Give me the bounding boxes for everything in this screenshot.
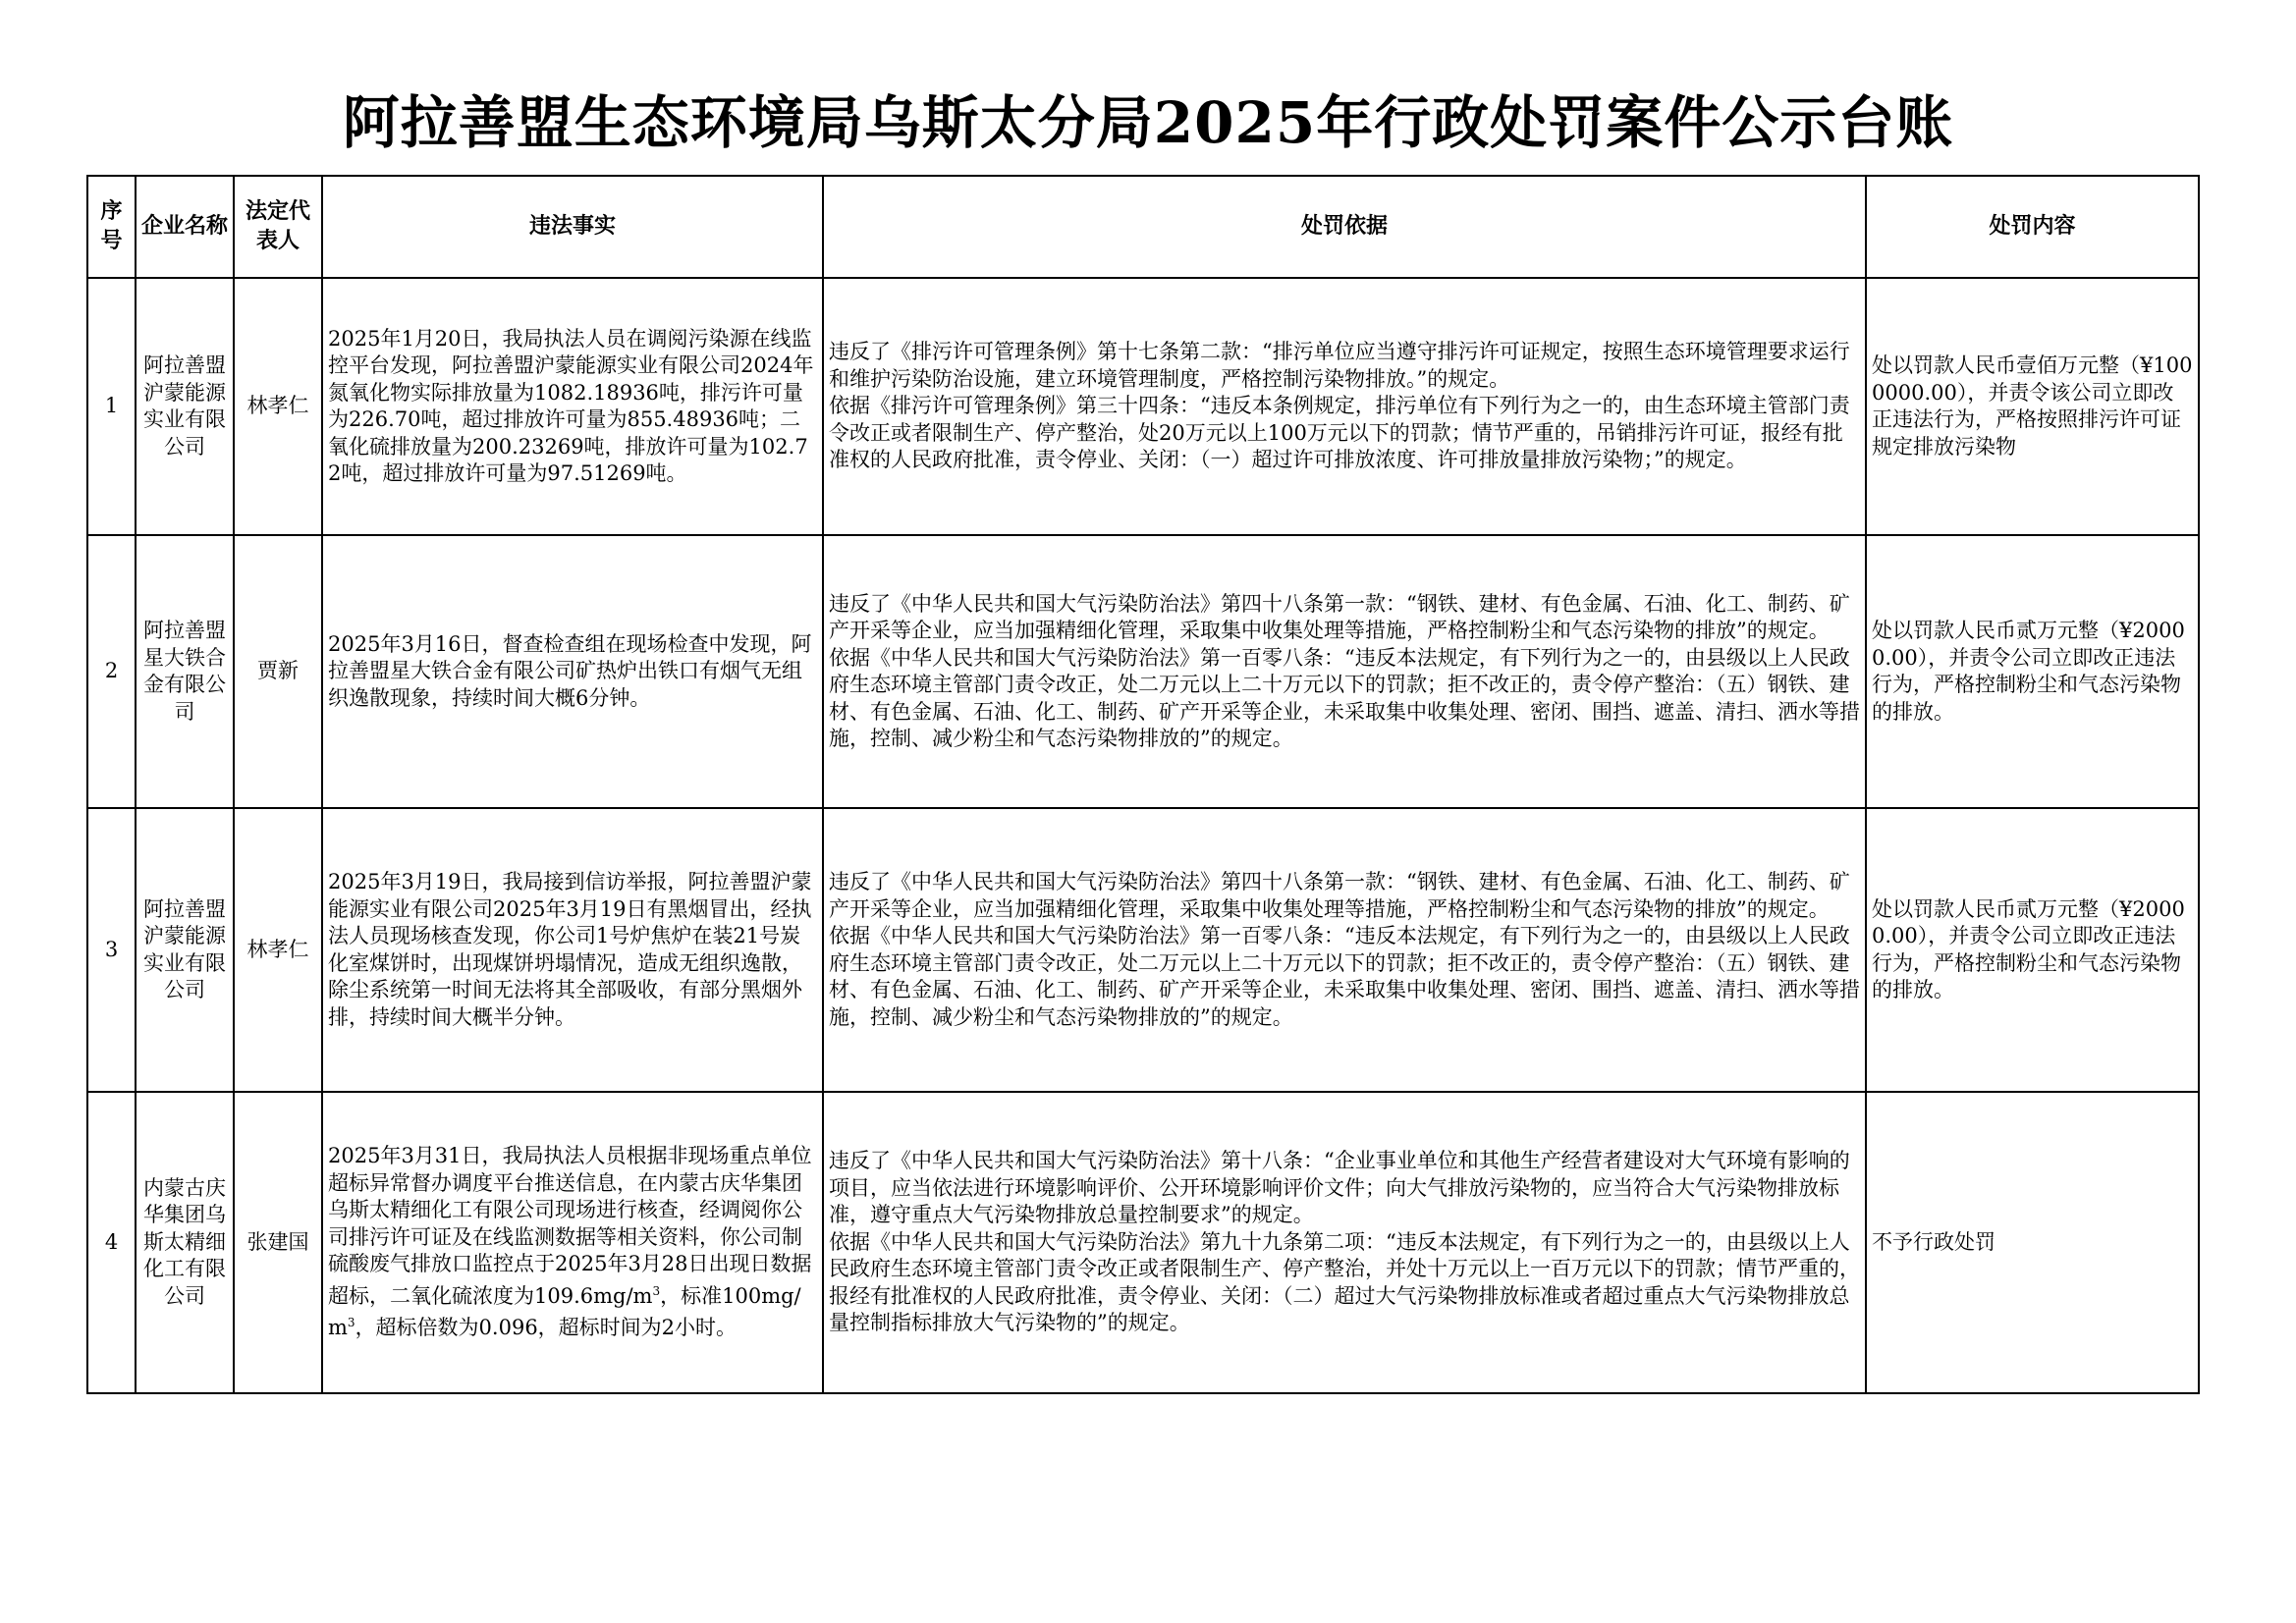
- cell-legal-rep: 贾新: [234, 535, 322, 808]
- fact-superscript: 3: [652, 1283, 661, 1298]
- cell-seq: 3: [87, 808, 136, 1092]
- cell-violation-fact: [322, 1092, 823, 1393]
- cell-seq: 2: [87, 535, 136, 808]
- table-row: [87, 1092, 2199, 1393]
- cell-legal-rep: 张建国: [234, 1092, 322, 1393]
- header-legal-rep: 法定代表人: [234, 176, 322, 278]
- penalty-ledger-table: [86, 175, 2200, 1394]
- header-company: 企业名称: [136, 176, 234, 278]
- cell-violation-fact: 2025年1月20日，我局执法人员在调阅污染源在线监控平台发现，阿拉善盟沪蒙能源实业有限公司2024年氮氧化物实际排放量为1082.18936吨，排污许可量为226.70吨，超过排放许可量为855.48936吨；二氧化硫排放量为200.23269吨，排放许可量为102.72吨，超过排放许可量为97.51269吨。: [322, 278, 823, 535]
- cell-penalty-basis: 违反了《中华人民共和国大气污染防治法》第四十八条第一款：“钢铁、建材、有色金属、石油、化工、制药、矿产开采等企业，应当加强精细化管理，采取集中收集处理等措施，严格控制粉尘和气态污染物的排放”的规定。 依据《中华人民共和国大气污染防治法》第一百零八条：“违反本法规定，有下列行为之一的，由县级以上人民政府生态环境主管部门责令改正，处二万元以上二十万元以下的罚款；拒不改正的，责令停产整治：（五）钢铁、建材、有色金属、石油、化工、制药、矿产开采等企业，未采取集中收集处理、密闭、围挡、遮盖、清扫、洒水等措施，控制、减少粉尘和气态污染物排放的”的规定。: [823, 808, 1866, 1092]
- table-row: [87, 535, 2199, 808]
- cell-penalty-content: 处以罚款人民币贰万元整（¥20000.00），并责令公司立即改正违法行为，严格控制粉尘和气态污染物的排放。: [1866, 535, 2199, 808]
- cell-penalty-content: 不予行政处罚: [1866, 1092, 2199, 1393]
- cell-company: 阿拉善盟星大铁合金有限公司: [136, 535, 234, 808]
- cell-company: 内蒙古庆华集团乌斯太精细化工有限公司: [136, 1092, 234, 1393]
- cell-legal-rep: 林孝仁: [234, 808, 322, 1092]
- table-row: [87, 808, 2199, 1092]
- cell-violation-fact: 2025年3月19日，我局接到信访举报，阿拉善盟沪蒙能源实业有限公司2025年3月19日有黑烟冒出，经执法人员现场核查发现，你公司1号炉焦炉在装21号炭化室煤饼时，出现煤饼坍塌情况，造成无组织逸散，除尘系统第一时间无法将其全部吸收，有部分黑烟外排，持续时间大概半分钟。: [322, 808, 823, 1092]
- cell-penalty-basis: 违反了《排污许可管理条例》第十七条第二款：“排污单位应当遵守排污许可证规定，按照生态环境管理要求运行和维护污染防治设施，建立环境管理制度，严格控制污染物排放。”的规定。 依据《排污许可管理条例》第三十四条：“违反本条例规定，排污单位有下列行为之一的，由生态环境主管部门责令改正或者限制生产、停产整治，处20万元以上100万元以下的罚款；情节严重的，吊销排污许可证，报经有批准权的人民政府批准，责令停业、关闭：（一）超过许可排放浓度、许可排放量排放污染物；”的规定。: [823, 278, 1866, 535]
- cell-violation-fact: 2025年3月16日，督查检查组在现场检查中发现，阿拉善盟星大铁合金有限公司矿热炉出铁口有烟气无组织逸散现象，持续时间大概6分钟。: [322, 535, 823, 808]
- header-violation-fact: 违法事实: [322, 176, 823, 278]
- cell-seq: 1: [87, 278, 136, 535]
- fact-text-part3: ，超标倍数为0.096，超标时间为2小时。: [355, 1316, 738, 1340]
- header-seq: 序号: [87, 176, 136, 278]
- fact-superscript: 3: [347, 1316, 355, 1330]
- cell-penalty-basis: 违反了《中华人民共和国大气污染防治法》第十八条：“企业事业单位和其他生产经营者建设对大气环境有影响的项目，应当依法进行环境影响评价、公开环境影响评价文件；向大气排放污染物的，应当符合大气污染物排放标准，遵守重点大气污染物排放总量控制要求”的规定。 依据《中华人民共和国大气污染防治法》第九十九条第二项：“违反本法规定，有下列行为之一的，由县级以上人民政府生态环境主管部门责令改正或者限制生产、停产整治，并处十万元以上一百万元以下的罚款；情节严重的，报经有批准权的人民政府批准，责令停业、关闭：（二）超过大气污染物排放标准或者超过重点大气污染物排放总量控制指标排放大气污染物的”的规定。: [823, 1092, 1866, 1393]
- cell-company: 阿拉善盟沪蒙能源实业有限公司: [136, 808, 234, 1092]
- header-penalty-content: 处罚内容: [1866, 176, 2199, 278]
- cell-company: 阿拉善盟沪蒙能源实业有限公司: [136, 278, 234, 535]
- cell-penalty-basis: 违反了《中华人民共和国大气污染防治法》第四十八条第一款：“钢铁、建材、有色金属、石油、化工、制药、矿产开采等企业，应当加强精细化管理，采取集中收集处理等措施，严格控制粉尘和气态污染物的排放”的规定。 依据《中华人民共和国大气污染防治法》第一百零八条：“违反本法规定，有下列行为之一的，由县级以上人民政府生态环境主管部门责令改正，处二万元以上二十万元以下的罚款；拒不改正的，责令停产整治：（五）钢铁、建材、有色金属、石油、化工、制药、矿产开采等企业，未采取集中收集处理、密闭、围挡、遮盖、清扫、洒水等措施，控制、减少粉尘和气态污染物排放的”的规定。: [823, 535, 1866, 808]
- cell-legal-rep: 林孝仁: [234, 278, 322, 535]
- cell-seq: 4: [87, 1092, 136, 1393]
- fact-text-part1: 2025年3月31日，我局执法人员根据非现场重点单位超标异常督办调度平台推送信息，在内蒙古庆华集团乌斯太精细化工有限公司现场进行核查，经调阅你公司排污许可证及在线监测数据等相关资料，你公司制硫酸废气排放口监控点于2025年3月28日出现日数据超标，二氧化硫浓度为109.6mg/m: [328, 1144, 812, 1308]
- cell-penalty-content: 处以罚款人民币贰万元整（¥20000.00），并责令公司立即改正违法行为，严格控制粉尘和气态污染物的排放。: [1866, 808, 2199, 1092]
- page-title: 阿拉善盟生态环境局乌斯太分局2025年行政处罚案件公示台账: [342, 89, 1954, 156]
- fact-text-part2: ，标准100mg/m: [328, 1283, 801, 1340]
- table-row: [87, 278, 2199, 535]
- header-penalty-basis: 处罚依据: [823, 176, 1866, 278]
- table-header-row: [87, 176, 2199, 278]
- cell-penalty-content: 处以罚款人民币壹佰万元整（¥1000000.00），并责令该公司立即改正违法行为，严格按照排污许可证规定排放污染物: [1866, 278, 2199, 535]
